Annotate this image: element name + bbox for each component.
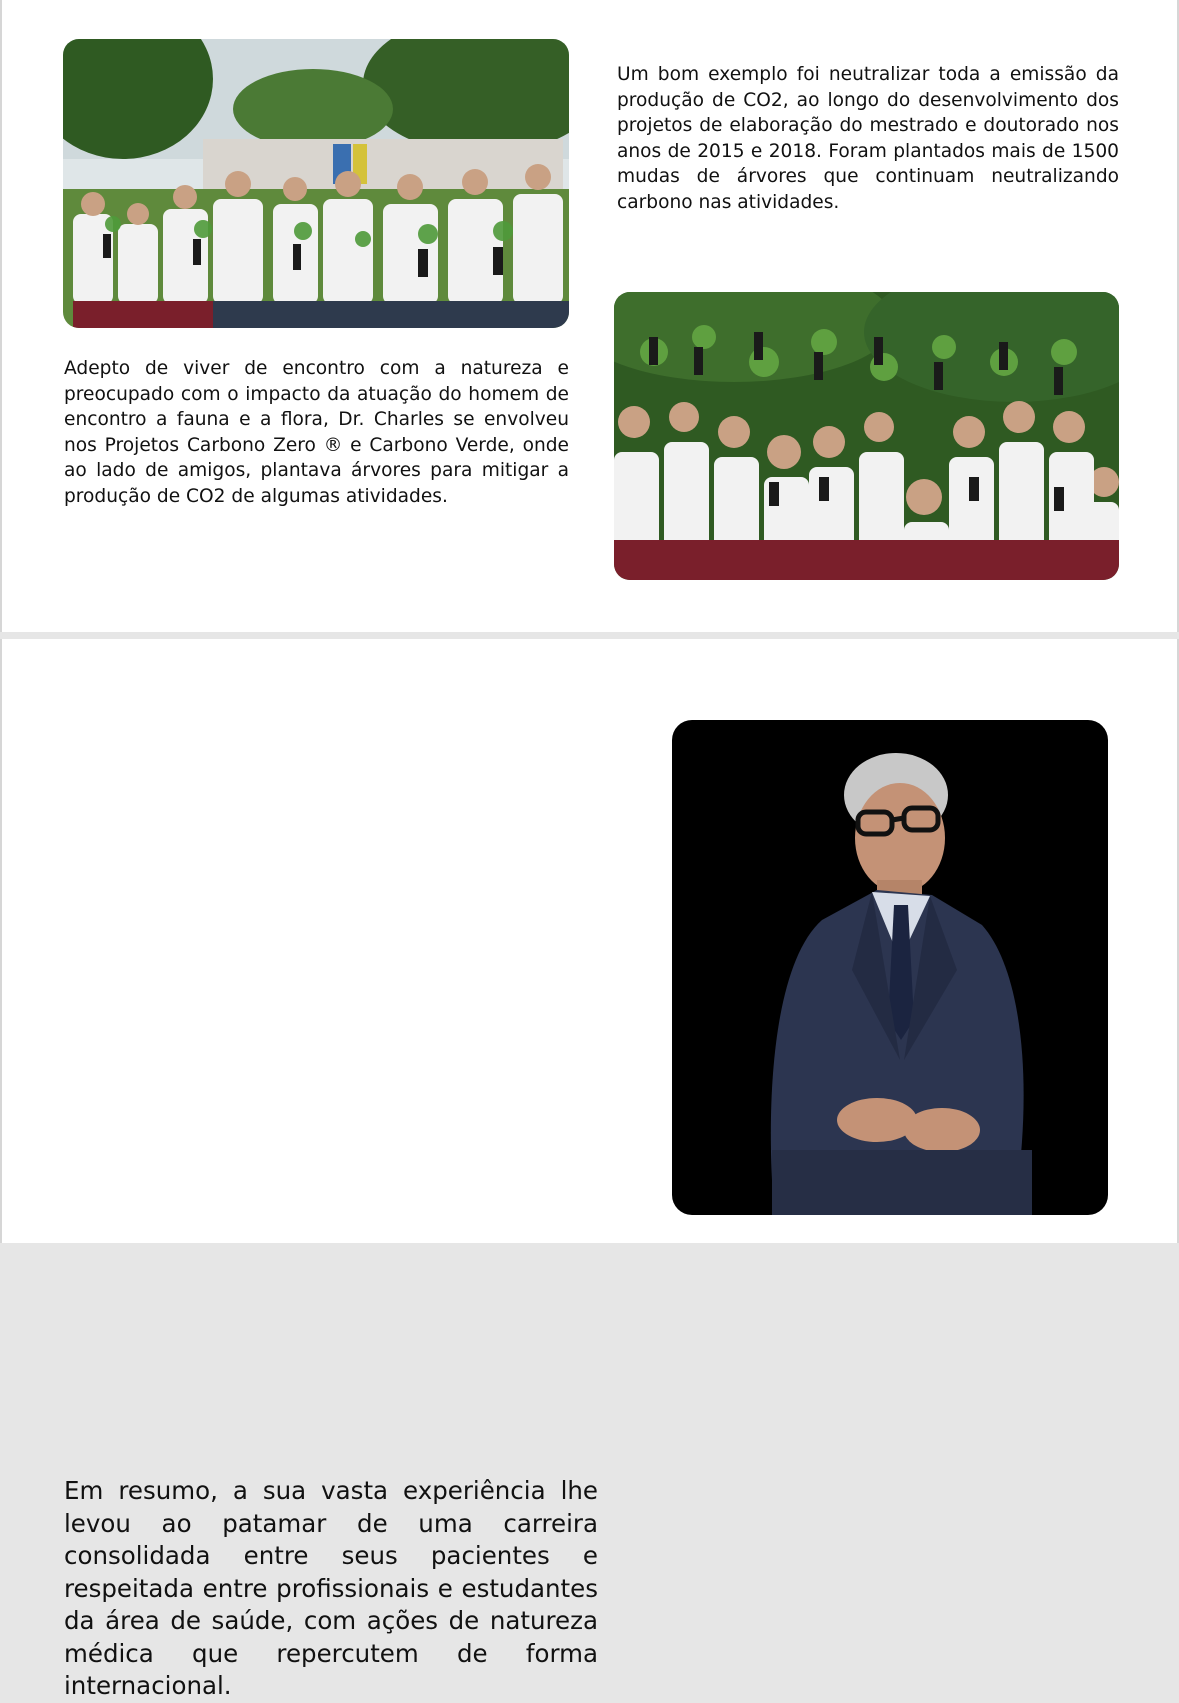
paragraph-career-summary: Em resumo, a sua vasta experiência lhe levou ao patamar de uma carreira consolidada entre seus pacientes e respeitada entre profissionais e estudantes da área de saúde, com ações de natureza médica que repercutem de forma internacional. (64, 1476, 598, 1700)
group-planting-photo (63, 39, 569, 328)
paragraph-carbon-neutral-example: Um bom exemplo foi neutralizar toda a emissão da produção de CO2, ao longo do desenvolvimento dos projetos de elaboração do mestrado e doutorado nos anos de 2015 e 2018. Foram plantados mais de 1500 mudas de árvores que continuam neutralizando carbono nas atividades. (617, 64, 1119, 213)
students-seedlings-photo (614, 292, 1119, 580)
page-2 (0, 639, 1179, 1700)
doctor-portrait-photo (672, 720, 1108, 1215)
page-1 (0, 0, 1179, 632)
paragraph-nature-projects: Adepto de viver de encontro com a natureza e preocupado com o impacto da atuação do homem de encontro a fauna e a flora, Dr. Charles se envolveu nos Projetos Carbono Zero ® e Carbono Verde, onde ao lado de amigos, plantava árvores para mitigar a produção de CO2 de algumas atividades. (64, 358, 569, 507)
